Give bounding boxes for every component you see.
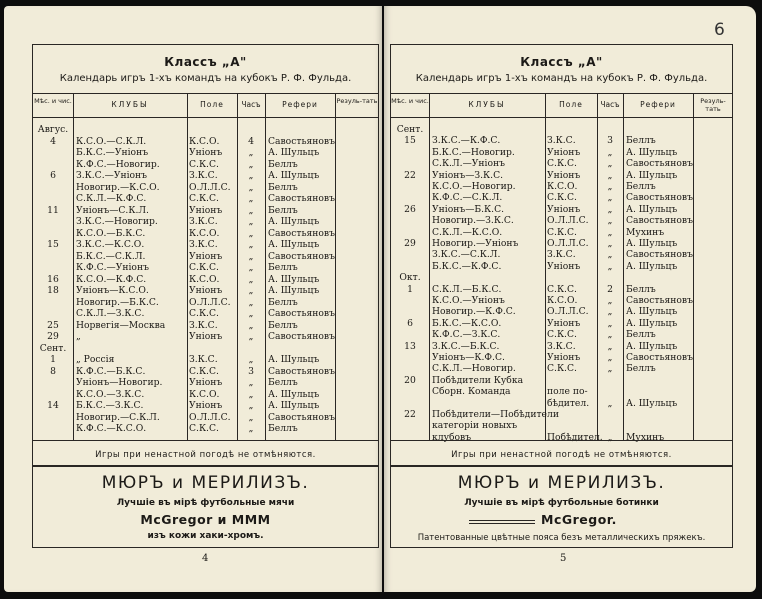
row-clubs: С.К.Л.—К.Ф.С. bbox=[76, 193, 147, 204]
header-clubs: КЛУБЫ bbox=[111, 100, 149, 109]
row-referee: А. Шульцъ bbox=[626, 238, 678, 249]
ad-title: МЮРЪ и МЕРИЛИЗЪ. bbox=[457, 473, 666, 493]
right-page bbox=[384, 6, 756, 592]
row-referee: Мухинъ bbox=[626, 226, 665, 238]
row-field: К.С.О. bbox=[189, 273, 220, 285]
row-field: С.К.С. bbox=[547, 226, 577, 238]
ad-line-2: McGregor. bbox=[541, 512, 617, 527]
row-hour: „ bbox=[607, 158, 613, 170]
row-referee: А. Шульцъ bbox=[626, 169, 678, 181]
row-field: К.С.О. bbox=[547, 295, 578, 306]
row-hour: „ bbox=[607, 317, 613, 329]
row-field: поле по- bbox=[547, 386, 588, 398]
row-clubs: К.Ф.С.—З.К.С. bbox=[432, 329, 501, 341]
row-clubs: С.К.Л.—Новогир. bbox=[432, 363, 516, 375]
row-referee: Савостьяновъ bbox=[626, 215, 693, 227]
row-hour: „ bbox=[607, 226, 613, 238]
row-hour: 3 bbox=[607, 135, 613, 147]
row-field: С.К.С. bbox=[189, 193, 219, 204]
row-referee: Беллъ bbox=[268, 262, 298, 273]
row-clubs: Б.К.С.—Уніонъ bbox=[76, 147, 149, 158]
header-date: Мѣс. и чис. bbox=[391, 97, 429, 105]
row-field: С.К.С. bbox=[189, 158, 219, 170]
row-referee: Беллъ bbox=[268, 296, 298, 308]
row-hour: „ bbox=[607, 352, 613, 363]
row-date: 11 bbox=[47, 204, 59, 216]
row-clubs: К.С.О.—К.Ф.С. bbox=[76, 273, 147, 285]
row-clubs: К.Ф.С.—Б.К.С. bbox=[76, 365, 146, 377]
row-referee: Беллъ bbox=[268, 204, 298, 216]
schedule-frame-right bbox=[390, 44, 733, 466]
row-referee: А. Шульцъ bbox=[626, 340, 678, 352]
row-field: С.К.С. bbox=[547, 283, 577, 295]
row-date: 20 bbox=[404, 374, 416, 386]
page-number: 4 bbox=[202, 553, 209, 564]
row-field: З.К.С. bbox=[547, 135, 576, 147]
row-clubs: З.К.С.—С.К.Л. bbox=[432, 249, 501, 261]
row-date: Сент. bbox=[39, 342, 67, 354]
row-hour: „ bbox=[248, 388, 254, 400]
row-referee: Савостьяновъ bbox=[268, 250, 335, 262]
row-hour: „ bbox=[248, 423, 254, 434]
row-clubs: З.К.С.—Б.К.С. bbox=[432, 340, 500, 352]
row-clubs: Новогир.—К.Ф.С. bbox=[432, 306, 516, 318]
row-hour: „ bbox=[248, 158, 254, 170]
row-clubs: К.Ф.С.—К.С.О. bbox=[76, 423, 147, 434]
row-date: 6 bbox=[407, 317, 413, 329]
footer-note: Игры при ненастной погодѣ не отмѣняются. bbox=[95, 450, 316, 460]
footer-note: Игры при ненастной погодѣ не отмѣняются. bbox=[451, 450, 672, 460]
row-referee: Савостьяновъ bbox=[626, 295, 693, 306]
row-field: Уніонъ bbox=[189, 250, 223, 262]
row-referee: А. Шульцъ bbox=[268, 400, 320, 411]
row-field: Уніонъ bbox=[547, 169, 581, 181]
row-hour: „ bbox=[248, 193, 254, 204]
row-field: О.Л.Л.С. bbox=[189, 411, 231, 423]
row-hour: „ bbox=[607, 146, 613, 158]
row-date: Сент. bbox=[396, 124, 424, 135]
row-hour: „ bbox=[248, 204, 254, 216]
row-clubs: Норвегія—Москва bbox=[76, 319, 166, 331]
row-referee: Мухинъ bbox=[626, 431, 665, 443]
row-referee: Савостьяновъ bbox=[268, 331, 335, 342]
row-date: 22 bbox=[404, 409, 416, 420]
row-clubs: Уніонъ—С.К.Л. bbox=[76, 204, 149, 216]
row-referee: Савостьяновъ bbox=[268, 365, 335, 377]
row-hour: 3 bbox=[248, 365, 254, 377]
row-hour: „ bbox=[607, 238, 613, 249]
row-date: 1 bbox=[50, 354, 56, 365]
row-referee: Беллъ bbox=[626, 135, 656, 147]
row-clubs: Сборн. Команда bbox=[432, 386, 511, 398]
row-date: 18 bbox=[47, 285, 59, 296]
row-hour: „ bbox=[607, 215, 613, 227]
row-field: Уніонъ bbox=[547, 146, 581, 158]
left-page bbox=[4, 6, 382, 592]
header-result: Резуль-тать bbox=[336, 97, 378, 105]
row-hour: „ bbox=[248, 239, 254, 250]
row-field: Уніонъ bbox=[189, 377, 223, 388]
row-referee: Беллъ bbox=[268, 319, 298, 331]
row-referee: Савостьяновъ bbox=[626, 158, 693, 170]
row-clubs: К.С.О.—Уніонъ bbox=[432, 295, 505, 306]
row-referee: Савостьяновъ bbox=[626, 352, 693, 363]
row-field: К.С.О. bbox=[547, 181, 578, 192]
row-referee: Беллъ bbox=[626, 181, 656, 192]
row-clubs: Б.К.С.—К.С.О. bbox=[432, 317, 502, 329]
row-field: К.С.О. bbox=[189, 388, 220, 400]
row-clubs: Уніонъ—З.К.С. bbox=[432, 169, 504, 181]
header-hour: Часъ bbox=[241, 100, 261, 109]
row-field: С.К.С. bbox=[189, 365, 219, 377]
row-hour: „ bbox=[248, 411, 254, 423]
page-title: Классъ „А" bbox=[164, 55, 247, 69]
row-clubs: К.С.О.—С.К.Л. bbox=[76, 135, 147, 147]
row-clubs: К.Ф.С.—Новогир. bbox=[76, 158, 160, 170]
row-clubs: Новогир.—Б.К.С. bbox=[76, 296, 159, 308]
row-date: 22 bbox=[404, 169, 416, 181]
row-referee: Савостьяновъ bbox=[268, 411, 335, 423]
row-clubs: клубовъ bbox=[432, 431, 472, 443]
header-field: Поле bbox=[559, 100, 583, 109]
row-field: З.К.С. bbox=[547, 249, 576, 261]
row-date: 26 bbox=[404, 203, 416, 215]
row-referee: Савостьяновъ bbox=[626, 249, 693, 261]
row-clubs: „ bbox=[76, 331, 81, 342]
row-clubs: С.К.Л.—Уніонъ bbox=[432, 158, 505, 170]
header-referee: Рефери bbox=[282, 100, 318, 109]
row-field: Уніонъ bbox=[547, 317, 581, 329]
row-clubs: З.К.С.—К.Ф.С. bbox=[432, 135, 501, 147]
schedule-frame-left bbox=[32, 44, 379, 466]
row-referee: Беллъ bbox=[626, 329, 656, 341]
row-clubs: К.С.О.—З.К.С. bbox=[76, 388, 145, 400]
row-hour: „ bbox=[248, 377, 254, 388]
row-field: О.Л.Л.С. bbox=[189, 181, 231, 193]
row-hour: „ bbox=[248, 354, 254, 365]
row-referee: Беллъ bbox=[626, 363, 656, 375]
row-date: 14 bbox=[47, 400, 59, 411]
row-referee: А. Шульцъ bbox=[626, 317, 678, 329]
row-hour: „ bbox=[607, 181, 613, 192]
row-clubs: „ Россія bbox=[76, 354, 115, 365]
ad-line-1: Лучшіе въ мірѣ футбольные мячи bbox=[116, 498, 295, 508]
row-field: К.С.О. bbox=[189, 227, 220, 239]
header-clubs: КЛУБЫ bbox=[468, 100, 506, 109]
row-clubs: Уніонъ—К.Ф.С. bbox=[432, 352, 505, 363]
row-date: 4 bbox=[50, 135, 56, 147]
row-clubs: Новогир.—З.К.С. bbox=[432, 215, 514, 227]
row-referee: А. Шульцъ bbox=[268, 273, 320, 285]
row-clubs: Новогир.—К.С.О. bbox=[76, 181, 160, 193]
row-referee: А. Шульцъ bbox=[626, 146, 678, 158]
row-field: О.Л.Л.С. bbox=[189, 296, 231, 308]
ad-rule bbox=[469, 520, 535, 521]
row-hour: „ bbox=[248, 273, 254, 285]
row-field: О.Л.Л.С. bbox=[547, 238, 589, 249]
row-field: Уніонъ bbox=[547, 352, 581, 363]
row-field: С.К.С. bbox=[547, 192, 577, 204]
row-referee: А. Шульцъ bbox=[268, 285, 320, 296]
row-referee: А. Шульцъ bbox=[626, 306, 678, 318]
row-referee: Савостьяновъ bbox=[268, 135, 335, 147]
row-referee: А. Шульцъ bbox=[626, 397, 678, 409]
row-field: С.К.С. bbox=[547, 329, 577, 341]
advertisement-right bbox=[390, 466, 733, 548]
row-field: Уніонъ bbox=[189, 400, 223, 411]
page-subtitle: Календарь игръ 1-хъ командъ на кубокъ Р. Ф. Фульда. bbox=[59, 73, 352, 84]
row-hour: „ bbox=[248, 308, 254, 319]
row-hour: „ bbox=[607, 203, 613, 215]
row-hour: „ bbox=[607, 306, 613, 318]
row-date: 13 bbox=[404, 340, 416, 352]
row-referee: Беллъ bbox=[268, 423, 298, 434]
row-referee: Савостьяновъ bbox=[626, 192, 693, 204]
row-clubs: Новогир.—Уніонъ bbox=[432, 238, 519, 249]
row-hour: „ bbox=[607, 363, 613, 375]
row-referee: А. Шульцъ bbox=[626, 203, 678, 215]
row-date: 25 bbox=[47, 319, 59, 331]
row-date: 29 bbox=[404, 238, 416, 249]
row-date: Авгус. bbox=[37, 124, 69, 135]
row-hour: „ bbox=[248, 262, 254, 273]
row-referee: Беллъ bbox=[268, 377, 298, 388]
row-field: С.К.С. bbox=[189, 308, 219, 319]
row-referee: Савостьяновъ bbox=[268, 308, 335, 319]
row-hour: „ bbox=[248, 181, 254, 193]
advertisement-left bbox=[32, 466, 379, 548]
row-clubs: К.С.О.—Новогир. bbox=[432, 181, 516, 192]
row-field: О.Л.Л.С. bbox=[547, 306, 589, 318]
row-referee: А. Шульцъ bbox=[626, 260, 678, 272]
row-field: Уніонъ bbox=[189, 285, 223, 296]
row-hour: „ bbox=[607, 340, 613, 352]
row-clubs: Уніонъ—К.С.О. bbox=[76, 285, 149, 296]
header-result: Резуль-тать bbox=[700, 97, 726, 113]
page-subtitle: Календарь игръ 1-хъ командъ на кубокъ Р. Ф. Фульда. bbox=[415, 73, 708, 84]
row-referee: Савостьяновъ bbox=[268, 227, 335, 239]
row-date: 6 bbox=[50, 170, 56, 181]
row-clubs: К.С.О.—Б.К.С. bbox=[76, 227, 146, 239]
handwritten-number: 6 bbox=[714, 20, 725, 40]
header-hour: Часъ bbox=[600, 100, 620, 109]
row-clubs: З.К.С.—К.С.О. bbox=[76, 239, 145, 250]
row-hour: 2 bbox=[607, 283, 613, 295]
row-clubs: Б.К.С.—Новогир. bbox=[432, 146, 515, 158]
ad-line-2: McGregor и МММ bbox=[140, 512, 271, 527]
ad-rule bbox=[469, 523, 535, 524]
header-field: Поле bbox=[200, 100, 224, 109]
row-clubs: С.К.Л.—З.К.С. bbox=[76, 308, 145, 319]
row-field: Уніонъ bbox=[547, 260, 581, 272]
row-hour: „ bbox=[607, 192, 613, 204]
row-field: Побѣдител. bbox=[547, 431, 603, 443]
page-number: 5 bbox=[560, 553, 567, 564]
row-field: С.К.С. bbox=[547, 363, 577, 375]
row-date: 29 bbox=[47, 331, 59, 342]
row-date: 8 bbox=[50, 365, 56, 377]
row-hour: „ bbox=[248, 216, 254, 227]
row-hour: „ bbox=[248, 319, 254, 331]
row-clubs: Б.К.С.—З.К.С. bbox=[76, 400, 144, 411]
row-referee: Беллъ bbox=[626, 283, 656, 295]
row-referee: А. Шульцъ bbox=[268, 388, 320, 400]
row-clubs: С.К.Л.—К.С.О. bbox=[432, 226, 503, 238]
row-field: З.К.С. bbox=[189, 170, 218, 181]
row-hour: „ bbox=[248, 296, 254, 308]
row-field: бѣдител. bbox=[547, 397, 590, 409]
row-field: С.К.С. bbox=[547, 158, 577, 170]
row-hour: „ bbox=[248, 400, 254, 411]
row-clubs: Б.К.С.—К.Ф.С. bbox=[432, 260, 502, 272]
row-hour: „ bbox=[607, 397, 613, 409]
row-field: К.С.О. bbox=[189, 135, 220, 147]
row-hour: „ bbox=[607, 260, 613, 272]
row-referee: Беллъ bbox=[268, 181, 298, 193]
row-field: С.К.С. bbox=[189, 423, 219, 434]
row-referee: А. Шульцъ bbox=[268, 354, 320, 365]
row-date: 1 bbox=[407, 283, 413, 295]
row-field: Уніонъ bbox=[189, 331, 223, 342]
row-clubs: З.К.С.—Новогир. bbox=[76, 216, 158, 227]
row-clubs: Уніонъ—Б.К.С. bbox=[432, 203, 505, 215]
row-referee: А. Шульцъ bbox=[268, 239, 320, 250]
row-hour: „ bbox=[248, 250, 254, 262]
row-hour: „ bbox=[248, 331, 254, 342]
row-hour: „ bbox=[248, 147, 254, 158]
ad-line-3: Патентованные цвѣтные пояса безъ металлическихъ пряжекъ. bbox=[417, 533, 706, 543]
row-field: З.К.С. bbox=[189, 319, 218, 331]
row-clubs: З.К.С.—Уніонъ bbox=[76, 170, 148, 181]
row-field: З.К.С. bbox=[189, 239, 218, 250]
row-date: 15 bbox=[404, 135, 416, 147]
row-field: З.К.С. bbox=[189, 354, 218, 365]
header-referee: Рефери bbox=[640, 100, 676, 109]
row-field: Уніонъ bbox=[189, 204, 223, 216]
header-date: Мѣс. и чис. bbox=[34, 97, 72, 105]
page-title: Классъ „А" bbox=[520, 55, 603, 69]
row-field: Уніонъ bbox=[547, 203, 581, 215]
row-date: Окт. bbox=[399, 272, 421, 284]
row-hour: „ bbox=[607, 431, 613, 443]
row-hour: „ bbox=[248, 285, 254, 296]
row-field: З.К.С. bbox=[189, 216, 218, 227]
row-clubs: Уніонъ—Новогир. bbox=[76, 377, 163, 388]
row-hour: „ bbox=[248, 227, 254, 239]
row-clubs: Побѣдители—Побѣдители bbox=[432, 409, 559, 420]
row-clubs: Побѣдители Кубка bbox=[432, 374, 524, 386]
row-clubs: К.Ф.С.—С.К.Л. bbox=[432, 192, 503, 204]
row-date: 16 bbox=[47, 273, 59, 285]
row-clubs: Б.К.С.—С.К.Л. bbox=[76, 250, 146, 262]
row-referee: А. Шульцъ bbox=[268, 216, 320, 227]
row-hour: „ bbox=[607, 329, 613, 341]
row-field: З.К.С. bbox=[547, 340, 576, 352]
ad-line-3: изъ кожи хаки-хромъ. bbox=[147, 531, 264, 541]
row-referee: А. Шульцъ bbox=[268, 147, 320, 158]
row-referee: Савостьяновъ bbox=[268, 193, 335, 204]
ad-line-1: Лучшіе въ мірѣ футбольные ботинки bbox=[464, 498, 659, 508]
row-clubs: категоріи новыхъ bbox=[432, 420, 518, 432]
row-hour: „ bbox=[607, 295, 613, 306]
row-referee: Беллъ bbox=[268, 158, 298, 170]
row-field: Уніонъ bbox=[189, 147, 223, 158]
row-clubs: Новогир.—С.К.Л. bbox=[76, 411, 160, 423]
row-clubs: С.К.Л.—Б.К.С. bbox=[432, 283, 502, 295]
row-clubs: К.Ф.С.—Уніонъ bbox=[76, 262, 149, 273]
row-hour: „ bbox=[607, 249, 613, 261]
ad-title: МЮРЪ и МЕРИЛИЗЪ. bbox=[101, 473, 310, 493]
row-field: С.К.С. bbox=[189, 262, 219, 273]
row-hour: „ bbox=[607, 169, 613, 181]
row-date: 15 bbox=[47, 239, 59, 250]
row-hour: „ bbox=[248, 170, 254, 181]
row-field: О.Л.Л.С. bbox=[547, 215, 589, 227]
row-referee: А. Шульцъ bbox=[268, 170, 320, 181]
row-hour: 4 bbox=[248, 135, 254, 147]
